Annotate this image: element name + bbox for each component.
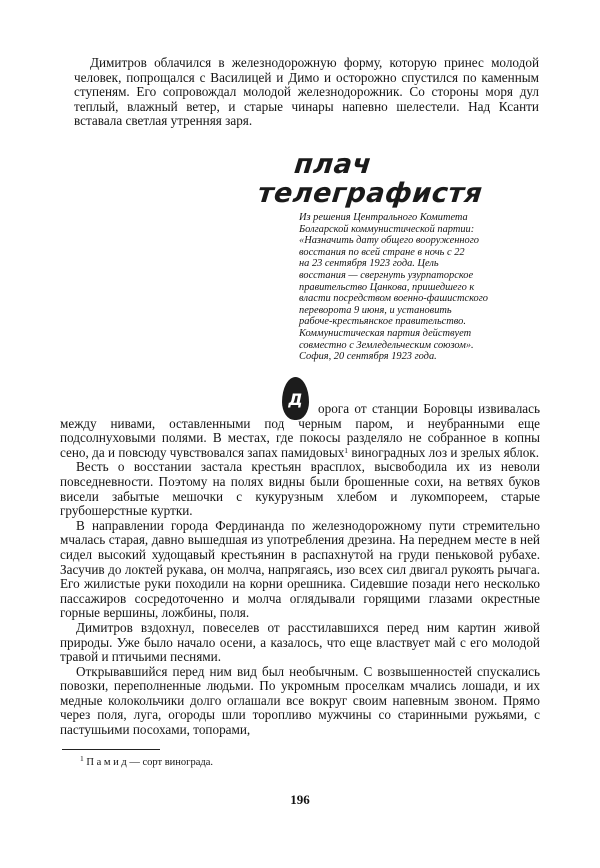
footnote bbox=[80, 756, 213, 769]
chapter-title bbox=[256, 149, 485, 209]
epigraph-line: Коммунистическая партия действует bbox=[299, 327, 472, 339]
epigraph-line: на 23 сентября 1923 года. Цель bbox=[299, 258, 439, 270]
epigraph-line: совместно с Земледельческим союзом». bbox=[299, 339, 474, 351]
epigraph-line: София, 20 сентября 1923 года. bbox=[299, 351, 437, 363]
body-paragraph-3: В направлении города Фердинанда по железнодорожному пути стремительно мчалась старая, давно вышедшая из употребления дрезина. На переднем месте в ней сидел высокий худощавый крестьянин в распахнутой на груди пеньковой рубахе. Засучив до локтей рукава, он молча, напрягаясь, изо всех сил двигал рукоять рычага. Его жилистые руки походили на корни орешника. Сидевшие позади него несколько пассажиров сосредоточенно и молча оглядывали горящими глазами окрестные горные вершины, ложбины, поля. bbox=[60, 517, 540, 621]
epigraph-line: переворота 9 июня, и установить bbox=[299, 304, 452, 316]
drop-cap-letter: Д bbox=[288, 390, 303, 409]
epigraph-line: Болгарской коммунистической партии: bbox=[299, 223, 475, 235]
chapter-title-line-2: телеграфистя bbox=[256, 178, 485, 209]
footnote-mark: 1 bbox=[80, 754, 84, 763]
epigraph-line: правительство Цанкова, пришедшего к bbox=[299, 281, 475, 293]
chapter-title-line-1: плач bbox=[292, 149, 374, 180]
body-paragraph-2: Весть о восстании застала крестьян врасплох, высвободила их из неволи повседневности. Поэтому на полях видны были брошенные сохи, на ветвях буков висели забытые мешочки с кукурузным хлебом и лукомпореем, старые грубошерстные куртки. bbox=[60, 459, 540, 519]
body-paragraph-1 bbox=[60, 402, 540, 460]
footnote-ref[interactable]: 1 bbox=[344, 445, 349, 455]
epigraph-line: власти посредством военно-фашистского bbox=[299, 293, 488, 305]
body-paragraph-5: Открывавшийся перед ним вид был необычным. С возвышенностей спускались повозки, переполненные людьми. По укромным проселкам мчались лошади, и их медные колокольчики долго оглашали все вокруг своим напевным звоном. Прямо через поля, луга, огороды шли торопливо мужчины со старинными ружьями, с пастушьими посохами, топорами, bbox=[60, 663, 540, 738]
intro-paragraph: Димитров облачился в железнодорожную форму, которую принес молодой человек, попрощался с Василицей и Димо и осторожно спустился по каменным ступеням. Его сопровождал молодой железнодорожник. Со стороны моря дул теплый, влажный ветер, и старые чинары напевно шелестели. Над Ксанти вставала светлая утренняя заря. bbox=[74, 55, 539, 129]
footnote-text: П а м и д — сорт винограда. bbox=[83, 757, 214, 768]
epigraph bbox=[299, 212, 544, 363]
epigraph-line: восстания по всей стране в ночь с 22 bbox=[299, 246, 465, 258]
page-number: 196 bbox=[290, 792, 310, 807]
body-paragraph-1-tail: виноградных лоз и зрелых яблок. bbox=[348, 444, 540, 460]
epigraph-line: Из решения Центрального Комитета bbox=[299, 212, 468, 223]
epigraph-line: рабоче-крестьянское правительство. bbox=[299, 316, 466, 328]
body-paragraph-4: Димитров вздохнул, повеселев от расстилавшихся перед ним картин живой природы. Уже было начало осени, а казалось, что еще властвует май с его молодой травой и птичьими песнями. bbox=[60, 619, 540, 665]
body-text bbox=[60, 402, 540, 738]
epigraph-line: восстания — свергнуть узурпаторское bbox=[299, 269, 474, 281]
intro-paragraph-block bbox=[74, 56, 539, 129]
epigraph-line: «Назначить дату общего вооруженного bbox=[299, 235, 479, 247]
footnote-divider bbox=[62, 749, 160, 750]
body-paragraph-1-text: орога от станции Боровцы извивалась между нивами, оставленными под черным паром, и неубранными еще подсолнуховыми полями. В местах, где покосы разделяло не собранное в копны сено, да и повсюду чувствовался запах памидовых bbox=[60, 401, 540, 460]
